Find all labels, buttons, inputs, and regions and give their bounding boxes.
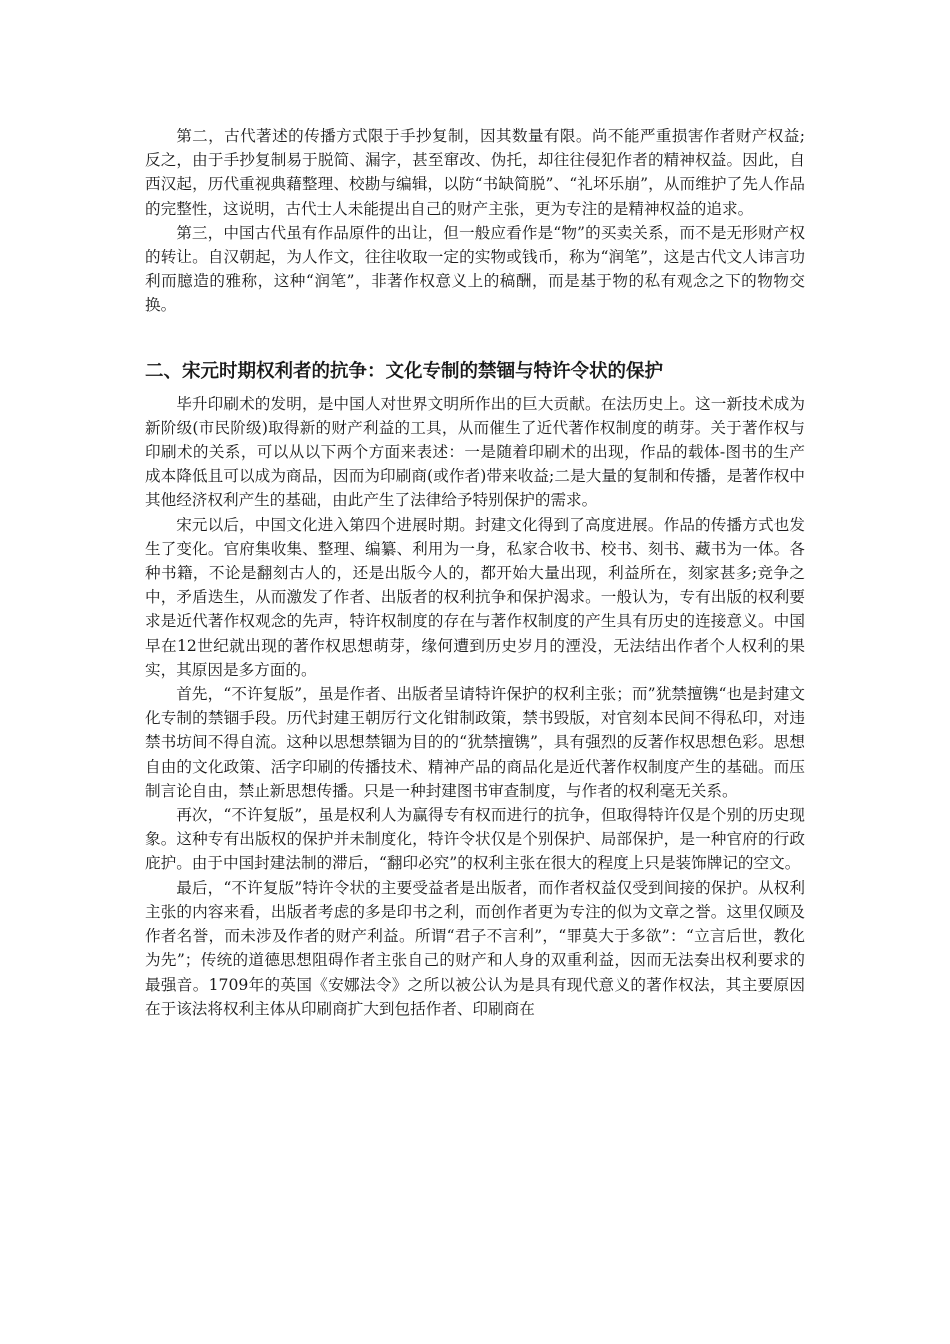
paragraph-first-reason: 首先，“不许复版”，虽是作者、出版者呈请特许保护的权利主张；而”犹禁擅镌“也是封建文化专制的禁锢手段。历代封建王朝厉行文化钳制政策，禁书毁版，对官刻本民间不得私印，对违禁书坊间不得自流。这种以思想禁锢为目的的“犹禁擅镌”，具有强烈的反著作权思想色彩。思想自由的文化政策、活字印刷的传播技术、精神产品的商品化是近代著作权制度产生的基础。而压制言论自由，禁止新思想传播。只是一种封建图书审查制度，与作者的权利毫无关系。 xyxy=(145,685,805,800)
paragraph-third-point: 第三，中国古代虽有作品原件的出让，但一般应看作是“物”的买卖关系，而不是无形财产权的转让。自汉朝起，为人作文，往往收取一定的实物或钱币，称为“润笔”，这是古代文人讳言功利而臆造的雅称，这种“润笔”，非著作权意义上的稿酬，而是基于物的私有观念之下的物物交换。 xyxy=(145,223,805,315)
paragraph-second-point: 第二，古代著述的传播方式限于手抄复制，因其数量有限。尚不能严重损害作者财产权益;反之，由于手抄复制易于脱简、漏字，甚至窜改、伪托，却往往侵犯作者的精神权益。因此，自西汉起，历代重视典藉整理、校勘与编辑，以防“书缺简脱”、“礼坏乐崩”，从而维护了先人作品的完整性，这说明，古代士人未能提出自己的财产主张，更为专注的是精神权益的追求。 xyxy=(145,127,805,218)
paragraph-second-reason: 再次，“不许复版”，虽是权利人为赢得专有权而进行的抗争，但取得特许仅是个别的历史现象。这种专有出版权的保护并未制度化，特许令状仅是个别保护、局部保护，是一种官府的行政庇护。由于中国封建法制的滞后，“翻印必究”的权利主张在很大的程度上只是装饰牌记的空文。 xyxy=(145,806,805,873)
paragraph-song-yuan-culture: 宋元以后，中国文化进入第四个进展时期。封建文化得到了高度进展。作品的传播方式也发生了变化。官府集收集、整理、编纂、利用为一身，私家合收书、校书、刻书、藏书为一体。各种书籍，不论是翻刻古人的，还是出版今人的，都开始大量出现，利益所在，刻家甚多;竞争之中，矛盾迭生，从而激发了作者、出版者的权利抗争和保护渴求。一般认为，专有出版的权利要求是近代著作权观念的先声，特许权制度的存在与著作权制度的产生具有历史的连接意义。中国早在12世纪就出现的著作权思想萌芽，缘何遭到历史岁月的湮没，无法结出作者个人权利的果实，其原因是多方面的。 xyxy=(145,515,805,679)
document-body xyxy=(145,124,805,1021)
section-heading: 二、宋元时期权利者的抗争：文化专制的禁锢与特许令状的保护 xyxy=(145,360,664,382)
paragraph-printing-invention: 毕升印刷术的发明，是中国人对世界文明所作出的巨大贡献。在法历史上。这一新技术成为新阶级(市民阶级)取得新的财产利益的工具，从而催生了近代著作权制度的萌芽。关于著作权与印刷术的关系，可以从以下两个方面来表述：一是随着印刷术的出现，作品的载体-图书的生产成本降低且可以成为商品，因而为印刷商(或作者)带来收益;二是大量的复制和传播，是著作权中其他经济权利产生的基础，由此产生了法律给予特别保护的需求。 xyxy=(145,394,805,510)
paragraph-last-reason: 最后，“不许复版”特许令状的主要受益者是出版者，而作者权益仅受到间接的保护。从权利主张的内容来看，出版者考虑的多是印书之利，而创作者更为专注的似为文章之誉。这里仅顾及作者名誉，而未涉及作者的财产利益。所谓“君子不言利”，“罪莫大于多欲”：“立言后世，教化为先”；传统的道德思想阻碍作者主张自己的财产和人身的双重利益，因而无法奏出权利要求的最强音。1709年的英国《安娜法令》之所以被公认为是具有现代意义的著作权法，其主要原因在于该法将权利主体从印刷商扩大到包括作者、印刷商在 xyxy=(145,878,805,1018)
